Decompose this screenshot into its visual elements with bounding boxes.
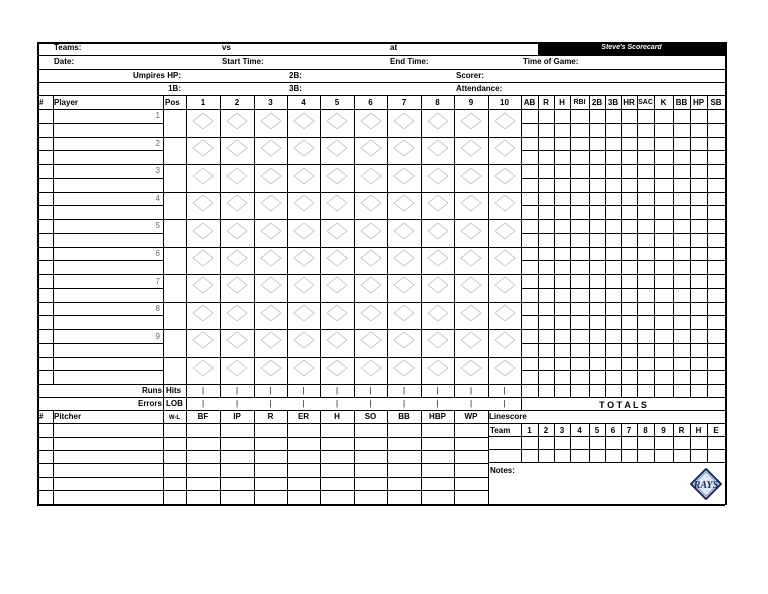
grid-line	[37, 205, 163, 206]
grid-line	[521, 343, 725, 344]
base-diamond[interactable]	[260, 304, 282, 322]
grid-line	[570, 384, 571, 397]
attendance-label: Attendance:	[456, 84, 503, 93]
stat-header: AB	[523, 98, 536, 107]
base-diamond[interactable]	[427, 359, 449, 377]
base-diamond[interactable]	[326, 276, 348, 294]
vs-label: vs	[222, 43, 231, 52]
grid-line	[637, 423, 638, 462]
pos-header: Pos	[165, 98, 180, 107]
base-diamond[interactable]	[460, 276, 482, 294]
base-diamond[interactable]	[360, 359, 382, 377]
base-diamond[interactable]	[427, 222, 449, 240]
wl-header: W-L	[168, 415, 181, 421]
grid-line	[521, 233, 725, 234]
notes-label: Notes:	[490, 466, 515, 475]
base-diamond[interactable]	[192, 304, 214, 322]
time-of-game-label: Time of Game:	[523, 57, 579, 66]
grid-line	[37, 504, 725, 506]
stat-header: BB	[675, 98, 688, 107]
grid-line	[554, 423, 555, 462]
grid-line	[37, 490, 488, 491]
base-diamond[interactable]	[427, 194, 449, 212]
base-diamond[interactable]	[326, 331, 348, 349]
base-diamond[interactable]	[360, 167, 382, 185]
base-diamond[interactable]	[326, 222, 348, 240]
base-diamond[interactable]	[494, 194, 516, 212]
umpires-2b-label: 2B:	[289, 71, 302, 80]
base-diamond[interactable]	[460, 139, 482, 157]
umpires-1b-label: 1B:	[168, 84, 181, 93]
grid-line	[521, 123, 725, 124]
grid-line	[37, 55, 725, 56]
grid-line	[570, 423, 571, 462]
batting-order-number: 3	[155, 166, 160, 176]
linescore-col-header: 6	[610, 426, 616, 435]
grid-line	[37, 329, 725, 330]
grid-line	[37, 302, 725, 303]
base-diamond[interactable]	[293, 331, 315, 349]
base-diamond[interactable]	[360, 222, 382, 240]
grid-line	[621, 423, 622, 462]
base-diamond[interactable]	[360, 249, 382, 267]
brand-title: Steve's Scorecard	[601, 44, 662, 51]
base-diamond[interactable]	[460, 304, 482, 322]
inning-header: 5	[334, 98, 340, 107]
inning-tick: |	[201, 386, 205, 395]
base-diamond[interactable]	[393, 194, 415, 212]
runs-label: Runs	[142, 386, 162, 395]
base-diamond[interactable]	[427, 304, 449, 322]
linescore-col-header: 1	[527, 426, 532, 435]
start-time-label: Start Time:	[222, 57, 264, 66]
base-diamond[interactable]	[460, 112, 482, 130]
grid-line	[488, 462, 725, 463]
base-diamond[interactable]	[192, 359, 214, 377]
grid-line	[37, 164, 725, 165]
grid-line	[605, 423, 606, 462]
linescore-col-header: 7	[626, 426, 632, 435]
inning-header: 2	[234, 98, 240, 107]
pitching-stat-header: HBP	[429, 412, 446, 421]
pitching-stat-header: BB	[398, 412, 410, 421]
grid-line	[589, 384, 590, 397]
batting-order-number: 2	[155, 138, 160, 148]
pitching-stat-header: R	[267, 412, 274, 421]
base-diamond[interactable]	[360, 112, 382, 130]
inning-header: 10	[500, 98, 509, 107]
linescore-col-header: 4	[577, 426, 582, 435]
inning-tick: |	[503, 399, 506, 408]
batting-order-number: 6	[155, 249, 160, 258]
base-diamond[interactable]	[494, 167, 516, 185]
base-diamond[interactable]	[260, 331, 282, 349]
base-diamond[interactable]	[460, 359, 482, 377]
grid-line	[654, 384, 655, 397]
base-diamond[interactable]	[494, 276, 516, 294]
linescore-col-header: 2	[543, 426, 549, 435]
base-diamond[interactable]	[226, 331, 248, 349]
base-diamond[interactable]	[460, 167, 482, 185]
linescore-col-header: E	[713, 426, 719, 435]
linescore-col-header: 9	[661, 426, 666, 435]
base-diamond[interactable]	[360, 276, 382, 294]
grid-line	[186, 95, 187, 411]
base-diamond[interactable]	[326, 249, 348, 267]
grid-line	[37, 137, 725, 138]
base-diamond[interactable]	[460, 222, 482, 240]
base-diamond[interactable]	[226, 194, 248, 212]
umpires-3b-label: 3B:	[289, 84, 302, 93]
base-diamond[interactable]	[192, 167, 214, 185]
base-diamond[interactable]	[226, 222, 248, 240]
grid-line	[37, 82, 725, 83]
inning-tick: |	[503, 386, 506, 395]
batting-order-number: 4	[155, 193, 160, 203]
base-diamond[interactable]	[393, 276, 415, 294]
base-diamond[interactable]	[494, 331, 516, 349]
scorer-label: Scorer:	[456, 71, 485, 80]
inning-header: 4	[301, 98, 306, 107]
base-diamond[interactable]	[293, 222, 315, 240]
base-diamond[interactable]	[192, 194, 214, 212]
batting-order-number: 5	[155, 221, 160, 231]
grid-line	[621, 384, 622, 397]
base-diamond[interactable]	[260, 139, 282, 157]
base-diamond[interactable]	[460, 249, 482, 267]
base-diamond[interactable]	[393, 139, 415, 157]
inning-tick: |	[335, 399, 339, 408]
base-diamond[interactable]	[494, 304, 516, 322]
grid-line	[37, 370, 163, 371]
inning-tick: |	[436, 386, 439, 395]
linescore-col-header: 3	[559, 426, 565, 435]
base-diamond[interactable]	[260, 249, 282, 267]
grid-line	[37, 343, 163, 344]
base-diamond[interactable]	[226, 304, 248, 322]
end-time-label: End Time:	[390, 57, 429, 66]
stat-header: H	[559, 98, 565, 107]
grid-line	[690, 423, 691, 462]
grid-line	[637, 384, 638, 397]
linescore-col-header: H	[695, 426, 702, 435]
base-diamond[interactable]	[260, 359, 282, 377]
grid-line	[37, 150, 163, 151]
pitching-stat-header: ER	[297, 412, 310, 421]
stat-header: 2B	[591, 98, 603, 107]
base-diamond[interactable]	[427, 276, 449, 294]
grid-line	[37, 477, 488, 478]
base-diamond[interactable]	[260, 112, 282, 130]
linescore-col-header: R	[678, 426, 685, 435]
grid-line	[37, 178, 163, 179]
linescore-col-header: 5	[594, 426, 600, 435]
inning-tick: |	[469, 399, 473, 408]
grid-line	[521, 370, 725, 371]
base-diamond[interactable]	[494, 359, 516, 377]
base-diamond[interactable]	[260, 194, 282, 212]
inning-tick: |	[269, 399, 272, 408]
base-diamond[interactable]	[226, 139, 248, 157]
batting-order-number: 9	[155, 331, 160, 341]
base-diamond[interactable]	[326, 304, 348, 322]
inning-header: 7	[401, 98, 407, 107]
grid-line	[37, 357, 725, 358]
inning-tick: |	[369, 399, 372, 408]
pitcher-header: Pitcher	[54, 412, 82, 421]
base-diamond[interactable]	[360, 139, 382, 157]
stat-header: 3B	[607, 98, 619, 107]
base-diamond[interactable]	[192, 139, 214, 157]
totals-label: T O T A L S	[599, 400, 647, 410]
base-diamond[interactable]	[393, 359, 415, 377]
base-diamond[interactable]	[460, 194, 482, 212]
base-diamond[interactable]	[494, 249, 516, 267]
pitching-stat-header: H	[334, 412, 340, 421]
base-diamond[interactable]	[427, 331, 449, 349]
lob-label: LOB	[166, 399, 183, 408]
grid-line	[521, 150, 725, 151]
batting-order-number: 7	[155, 276, 160, 286]
grid-line	[37, 247, 725, 248]
grid-line	[37, 315, 163, 316]
base-diamond[interactable]	[293, 167, 315, 185]
pitching-stat-header: SO	[364, 412, 377, 421]
grid-line	[53, 95, 54, 384]
grid-line	[37, 397, 725, 398]
grid-line	[37, 410, 725, 411]
teams-label: Teams:	[54, 43, 82, 52]
grid-line	[488, 410, 489, 505]
base-diamond[interactable]	[360, 194, 382, 212]
base-diamond[interactable]	[393, 304, 415, 322]
inning-tick: |	[269, 386, 272, 395]
errors-label: Errors	[137, 399, 162, 408]
base-diamond[interactable]	[293, 139, 315, 157]
batting-order-number: 8	[155, 304, 160, 314]
grid-line	[37, 274, 725, 275]
stat-header: K	[660, 98, 667, 107]
grid-line	[521, 288, 725, 289]
base-diamond[interactable]	[427, 249, 449, 267]
inning-tick: |	[201, 399, 205, 408]
base-diamond[interactable]	[494, 112, 516, 130]
grid-line	[37, 423, 488, 424]
inning-header: 1	[200, 98, 206, 107]
base-diamond[interactable]	[427, 167, 449, 185]
grid-line	[37, 69, 725, 70]
base-diamond[interactable]	[393, 249, 415, 267]
grid-line	[37, 42, 725, 44]
base-diamond[interactable]	[494, 222, 516, 240]
base-diamond[interactable]	[360, 331, 382, 349]
base-diamond[interactable]	[293, 359, 315, 377]
stat-header: RBI	[573, 99, 586, 106]
base-diamond[interactable]	[360, 304, 382, 322]
base-diamond[interactable]	[460, 331, 482, 349]
inning-tick: |	[402, 386, 406, 395]
pitching-stat-header: WP	[464, 412, 478, 421]
umpires-hp-label: Umpires HP:	[132, 71, 181, 80]
base-diamond[interactable]	[192, 276, 214, 294]
stat-header: R	[543, 98, 549, 107]
base-diamond[interactable]	[393, 222, 415, 240]
player-header: Player	[54, 98, 79, 107]
inning-tick: |	[235, 386, 239, 395]
batting-hash-header: #	[39, 98, 44, 107]
base-diamond[interactable]	[427, 112, 449, 130]
base-diamond[interactable]	[393, 331, 415, 349]
base-diamond[interactable]	[326, 194, 348, 212]
inning-tick: |	[335, 386, 339, 395]
grid-line	[707, 384, 708, 397]
stat-header: SAC	[638, 99, 653, 106]
inning-tick: |	[436, 399, 439, 408]
grid-line	[37, 260, 163, 261]
inning-tick: |	[235, 399, 239, 408]
inning-header: 3	[268, 98, 273, 107]
grid-line	[37, 463, 488, 464]
base-diamond[interactable]	[226, 359, 248, 377]
grid-line	[37, 192, 725, 193]
inning-tick: |	[302, 386, 305, 395]
grid-line	[37, 219, 725, 220]
rays-logo	[690, 468, 722, 500]
pitching-hash-header: #	[39, 412, 44, 421]
grid-line	[605, 384, 606, 397]
grid-line	[37, 288, 163, 289]
grid-line	[725, 42, 727, 505]
stat-header: SB	[710, 98, 722, 107]
grid-line	[707, 423, 708, 462]
base-diamond[interactable]	[192, 222, 214, 240]
inning-header: 6	[368, 98, 373, 107]
inning-header: 9	[468, 98, 474, 107]
base-diamond[interactable]	[293, 194, 315, 212]
grid-line	[690, 384, 691, 397]
grid-line	[521, 260, 725, 261]
base-diamond[interactable]	[293, 112, 315, 130]
grid-line	[538, 384, 539, 397]
date-label: Date:	[54, 57, 75, 66]
grid-line	[673, 423, 674, 462]
base-diamond[interactable]	[226, 112, 248, 130]
base-diamond[interactable]	[326, 139, 348, 157]
pitching-stat-header: IP	[233, 412, 241, 421]
inning-tick: |	[402, 399, 406, 408]
grid-line	[37, 233, 163, 234]
base-diamond[interactable]	[226, 249, 248, 267]
base-diamond[interactable]	[326, 359, 348, 377]
base-diamond[interactable]	[494, 139, 516, 157]
grid-line	[37, 123, 163, 124]
base-diamond[interactable]	[326, 112, 348, 130]
linescore-col-header: 8	[643, 426, 648, 435]
grid-line	[521, 423, 522, 462]
inning-tick: |	[302, 399, 305, 408]
grid-line	[654, 423, 655, 462]
base-diamond[interactable]	[260, 167, 282, 185]
base-diamond[interactable]	[192, 331, 214, 349]
inning-tick: |	[369, 386, 372, 395]
base-diamond[interactable]	[226, 276, 248, 294]
grid-line	[521, 205, 725, 206]
base-diamond[interactable]	[260, 276, 282, 294]
at-label: at	[390, 43, 398, 52]
base-diamond[interactable]	[192, 112, 214, 130]
grid-line	[521, 178, 725, 179]
hits-label: Hits	[166, 386, 182, 395]
grid-line	[554, 384, 555, 397]
grid-line	[538, 423, 539, 462]
linescore-title: Linescore	[489, 412, 527, 421]
grid-line	[673, 384, 674, 397]
grid-line	[521, 384, 522, 411]
pitching-stat-header: BF	[197, 412, 209, 421]
stat-header: HP	[692, 98, 705, 107]
base-diamond[interactable]	[192, 249, 214, 267]
grid-line	[37, 437, 488, 438]
base-diamond[interactable]	[293, 304, 315, 322]
inning-header: 8	[435, 98, 440, 107]
grid-line	[521, 315, 725, 316]
base-diamond[interactable]	[326, 167, 348, 185]
base-diamond[interactable]	[293, 249, 315, 267]
base-diamond[interactable]	[393, 112, 415, 130]
base-diamond[interactable]	[293, 276, 315, 294]
stat-header: HR	[623, 98, 635, 107]
base-diamond[interactable]	[427, 139, 449, 157]
batting-order-number: 1	[155, 111, 160, 120]
grid-line	[589, 423, 590, 462]
logo-wordmark: RAYS	[693, 480, 719, 491]
base-diamond[interactable]	[226, 167, 248, 185]
grid-line	[37, 450, 488, 451]
inning-tick: |	[469, 386, 473, 395]
grid-line	[163, 95, 164, 411]
base-diamond[interactable]	[260, 222, 282, 240]
linescore-team-header: Team	[490, 426, 511, 435]
base-diamond[interactable]	[393, 167, 415, 185]
